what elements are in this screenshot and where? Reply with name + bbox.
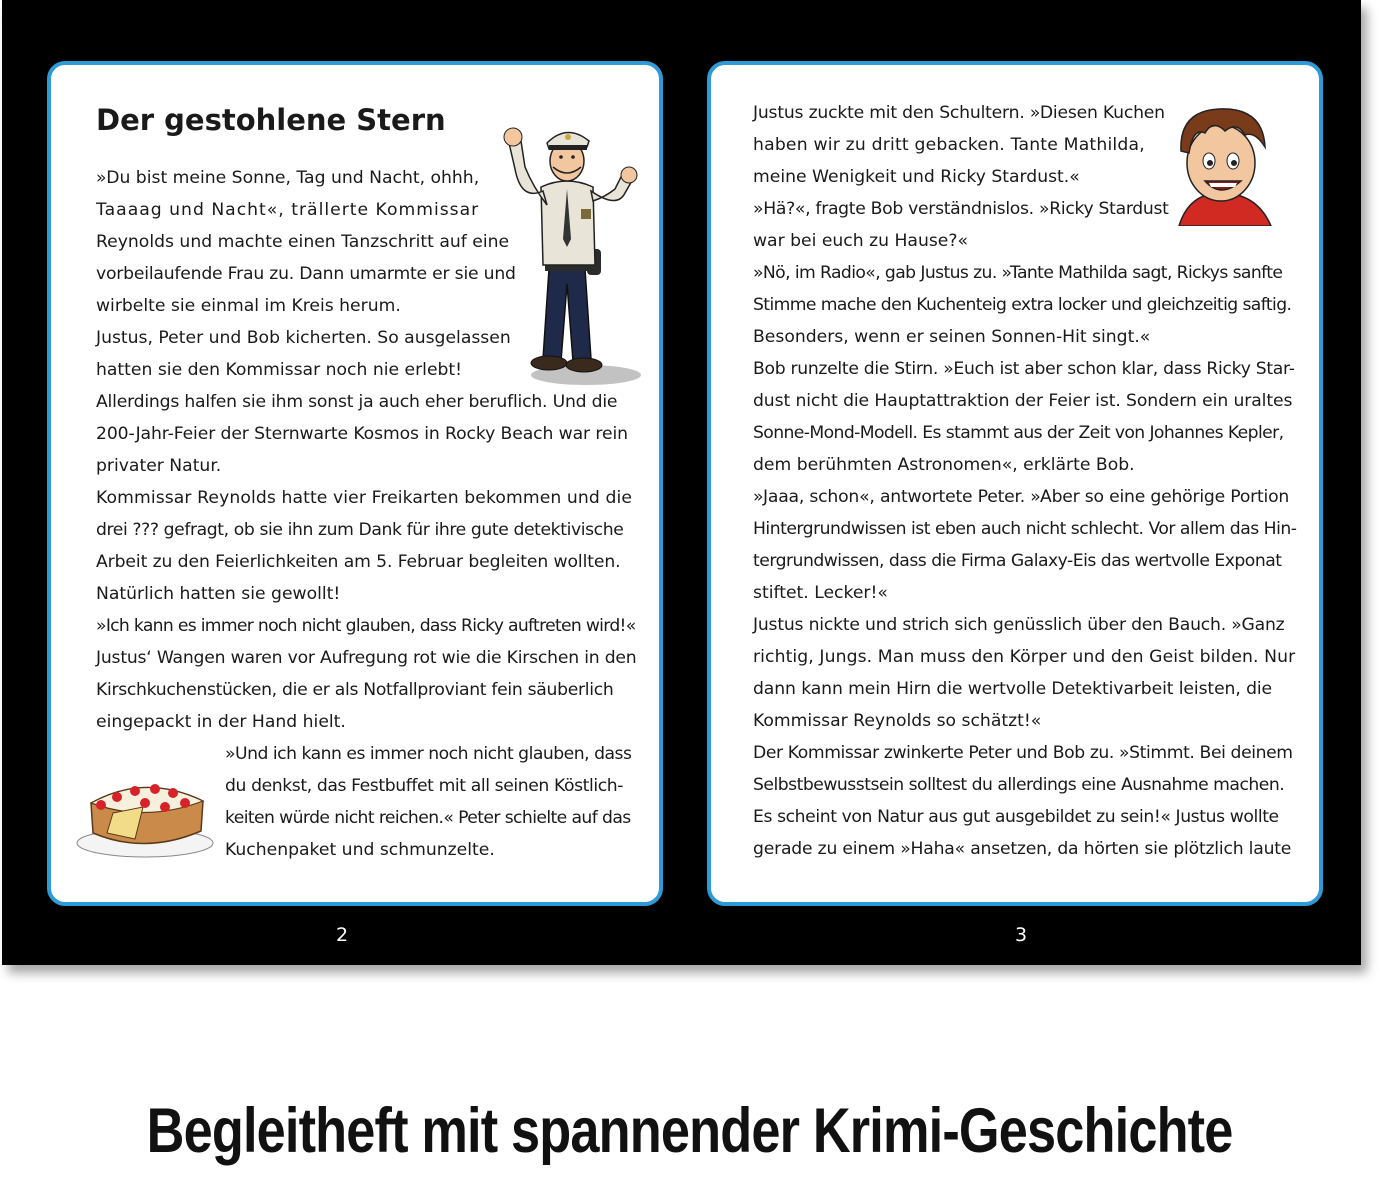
text-line: Bob runzelte die Stirn. »Euch ist aber schon klar, dass Ricky Star- <box>753 359 1295 379</box>
text-line: hatten sie den Kommissar noch nie erlebt! <box>96 360 463 380</box>
text-line: »Ich kann es immer noch nicht glauben, dass Ricky auftreten wird!« <box>96 616 636 636</box>
text-line: 200-Jahr-Feier der Sternwarte Kosmos in Rocky Beach war rein <box>96 424 628 444</box>
text-line: Besonders, wenn er seinen Sonnen-Hit singt.« <box>753 327 1151 347</box>
text-line: tergrundwissen, dass die Firma Galaxy-Eis das wertvolle Exponat <box>753 551 1282 571</box>
boy-face-illustration <box>1159 101 1284 226</box>
text-line: eingepackt in der Hand hielt. <box>96 712 346 732</box>
text-line: Kommissar Reynolds so schätzt!« <box>753 711 1042 731</box>
text-line: »Jaaa, schon«, antwortete Peter. »Aber so eine gehörige Portion <box>753 487 1290 507</box>
text-line: Justus‘ Wangen waren vor Aufregung rot wie die Kirschen in den <box>96 648 637 668</box>
page-number-left: 2 <box>336 924 349 946</box>
story-title: Der gestohlene Stern <box>96 103 446 137</box>
text-line: »Du bist meine Sonne, Tag und Nacht, ohhh, <box>96 168 480 188</box>
text-line: Kirschkuchenstücken, die er als Notfallproviant fein säuberlich <box>96 680 614 700</box>
text-line: Natürlich hatten sie gewollt! <box>96 584 341 604</box>
text-line: Stimme mache den Kuchenteig extra locker und gleichzeitig saftig. <box>753 295 1292 315</box>
text-line: »Und ich kann es immer noch nicht glauben, dass <box>225 744 632 764</box>
text-line: Hintergrundwissen ist eben auch nicht schlecht. Vor allem das Hin- <box>753 519 1297 539</box>
text-line: Taaaag und Nacht«, trällerte Kommissar <box>96 200 480 220</box>
text-line: »Nö, im Radio«, gab Justus zu. »Tante Mathilda sagt, Rickys sanfte <box>753 263 1283 283</box>
text-line: keiten würde nicht reichen.« Peter schielte auf das <box>225 808 631 828</box>
text-line: dust nicht die Hauptattraktion der Feier ist. Sondern ein uraltes <box>753 391 1293 411</box>
text-line: Kommissar Reynolds hatte vier Freikarten bekommen und die <box>96 488 633 508</box>
left-page <box>47 61 663 906</box>
text-line: Justus, Peter und Bob kicherten. So ausgelassen <box>96 328 511 348</box>
right-page <box>707 61 1323 906</box>
text-line: Justus zuckte mit den Schultern. »Diesen Kuchen <box>753 103 1165 123</box>
text-line: meine Wenigkeit und Ricky Stardust.« <box>753 167 1080 187</box>
text-line: drei ??? gefragt, ob sie ihn zum Dank für ihre gute detektivische <box>96 520 624 540</box>
text-line: Arbeit zu den Feierlichkeiten am 5. Februar begleiten wollten. <box>96 552 621 572</box>
text-line: Selbstbewusstsein solltest du allerdings eine Ausnahme machen. <box>753 775 1285 795</box>
text-line: Kuchenpaket und schmunzelte. <box>225 840 495 860</box>
text-line: du denkst, das Festbuffet mit all seinen Köstlich- <box>225 776 624 796</box>
text-line: stiftet. Lecker!« <box>753 583 888 603</box>
text-line: dem berühmten Astronomen«, erklärte Bob. <box>753 455 1135 475</box>
text-line: Justus nickte und strich sich genüsslich über den Bauch. »Ganz <box>753 615 1285 635</box>
text-line: »Hä?«, fragte Bob verständnislos. »Ricky Stardust <box>753 199 1169 219</box>
text-line: Allerdings halfen sie ihm sonst ja auch eher beruflich. Und die <box>96 392 618 412</box>
book-spread <box>2 0 1361 965</box>
text-line: wirbelte sie einmal im Kreis herum. <box>96 296 401 316</box>
page-number-right: 3 <box>1015 924 1028 946</box>
product-caption: Begleitheft mit spannender Krimi-Geschichte <box>146 1096 1233 1166</box>
text-line: privater Natur. <box>96 456 222 476</box>
police-officer-illustration <box>491 109 641 389</box>
cherry-cake-illustration <box>73 763 218 863</box>
text-line: war bei euch zu Hause?« <box>753 231 969 251</box>
text-line: richtig, Jungs. Man muss den Körper und den Geist bilden. Nur <box>753 647 1296 667</box>
text-line: Der Kommissar zwinkerte Peter und Bob zu. »Stimmt. Bei deinem <box>753 743 1293 763</box>
text-line: Reynolds und machte einen Tanzschritt auf eine <box>96 232 510 252</box>
text-line: dann kann mein Hirn die wertvolle Detektivarbeit leisten, die <box>753 679 1273 699</box>
text-line: Sonne-Mond-Modell. Es stammt aus der Zeit von Johannes Kepler, <box>753 423 1284 443</box>
text-line: haben wir zu dritt gebacken. Tante Mathilda, <box>753 135 1145 155</box>
text-line: vorbeilaufende Frau zu. Dann umarmte er sie und <box>96 264 516 284</box>
text-line: gerade zu einem »Haha« ansetzen, da hörten sie plötzlich laute <box>753 839 1292 859</box>
text-line: Es scheint von Natur aus gut ausgebildet zu sein!« Justus wollte <box>753 807 1279 827</box>
